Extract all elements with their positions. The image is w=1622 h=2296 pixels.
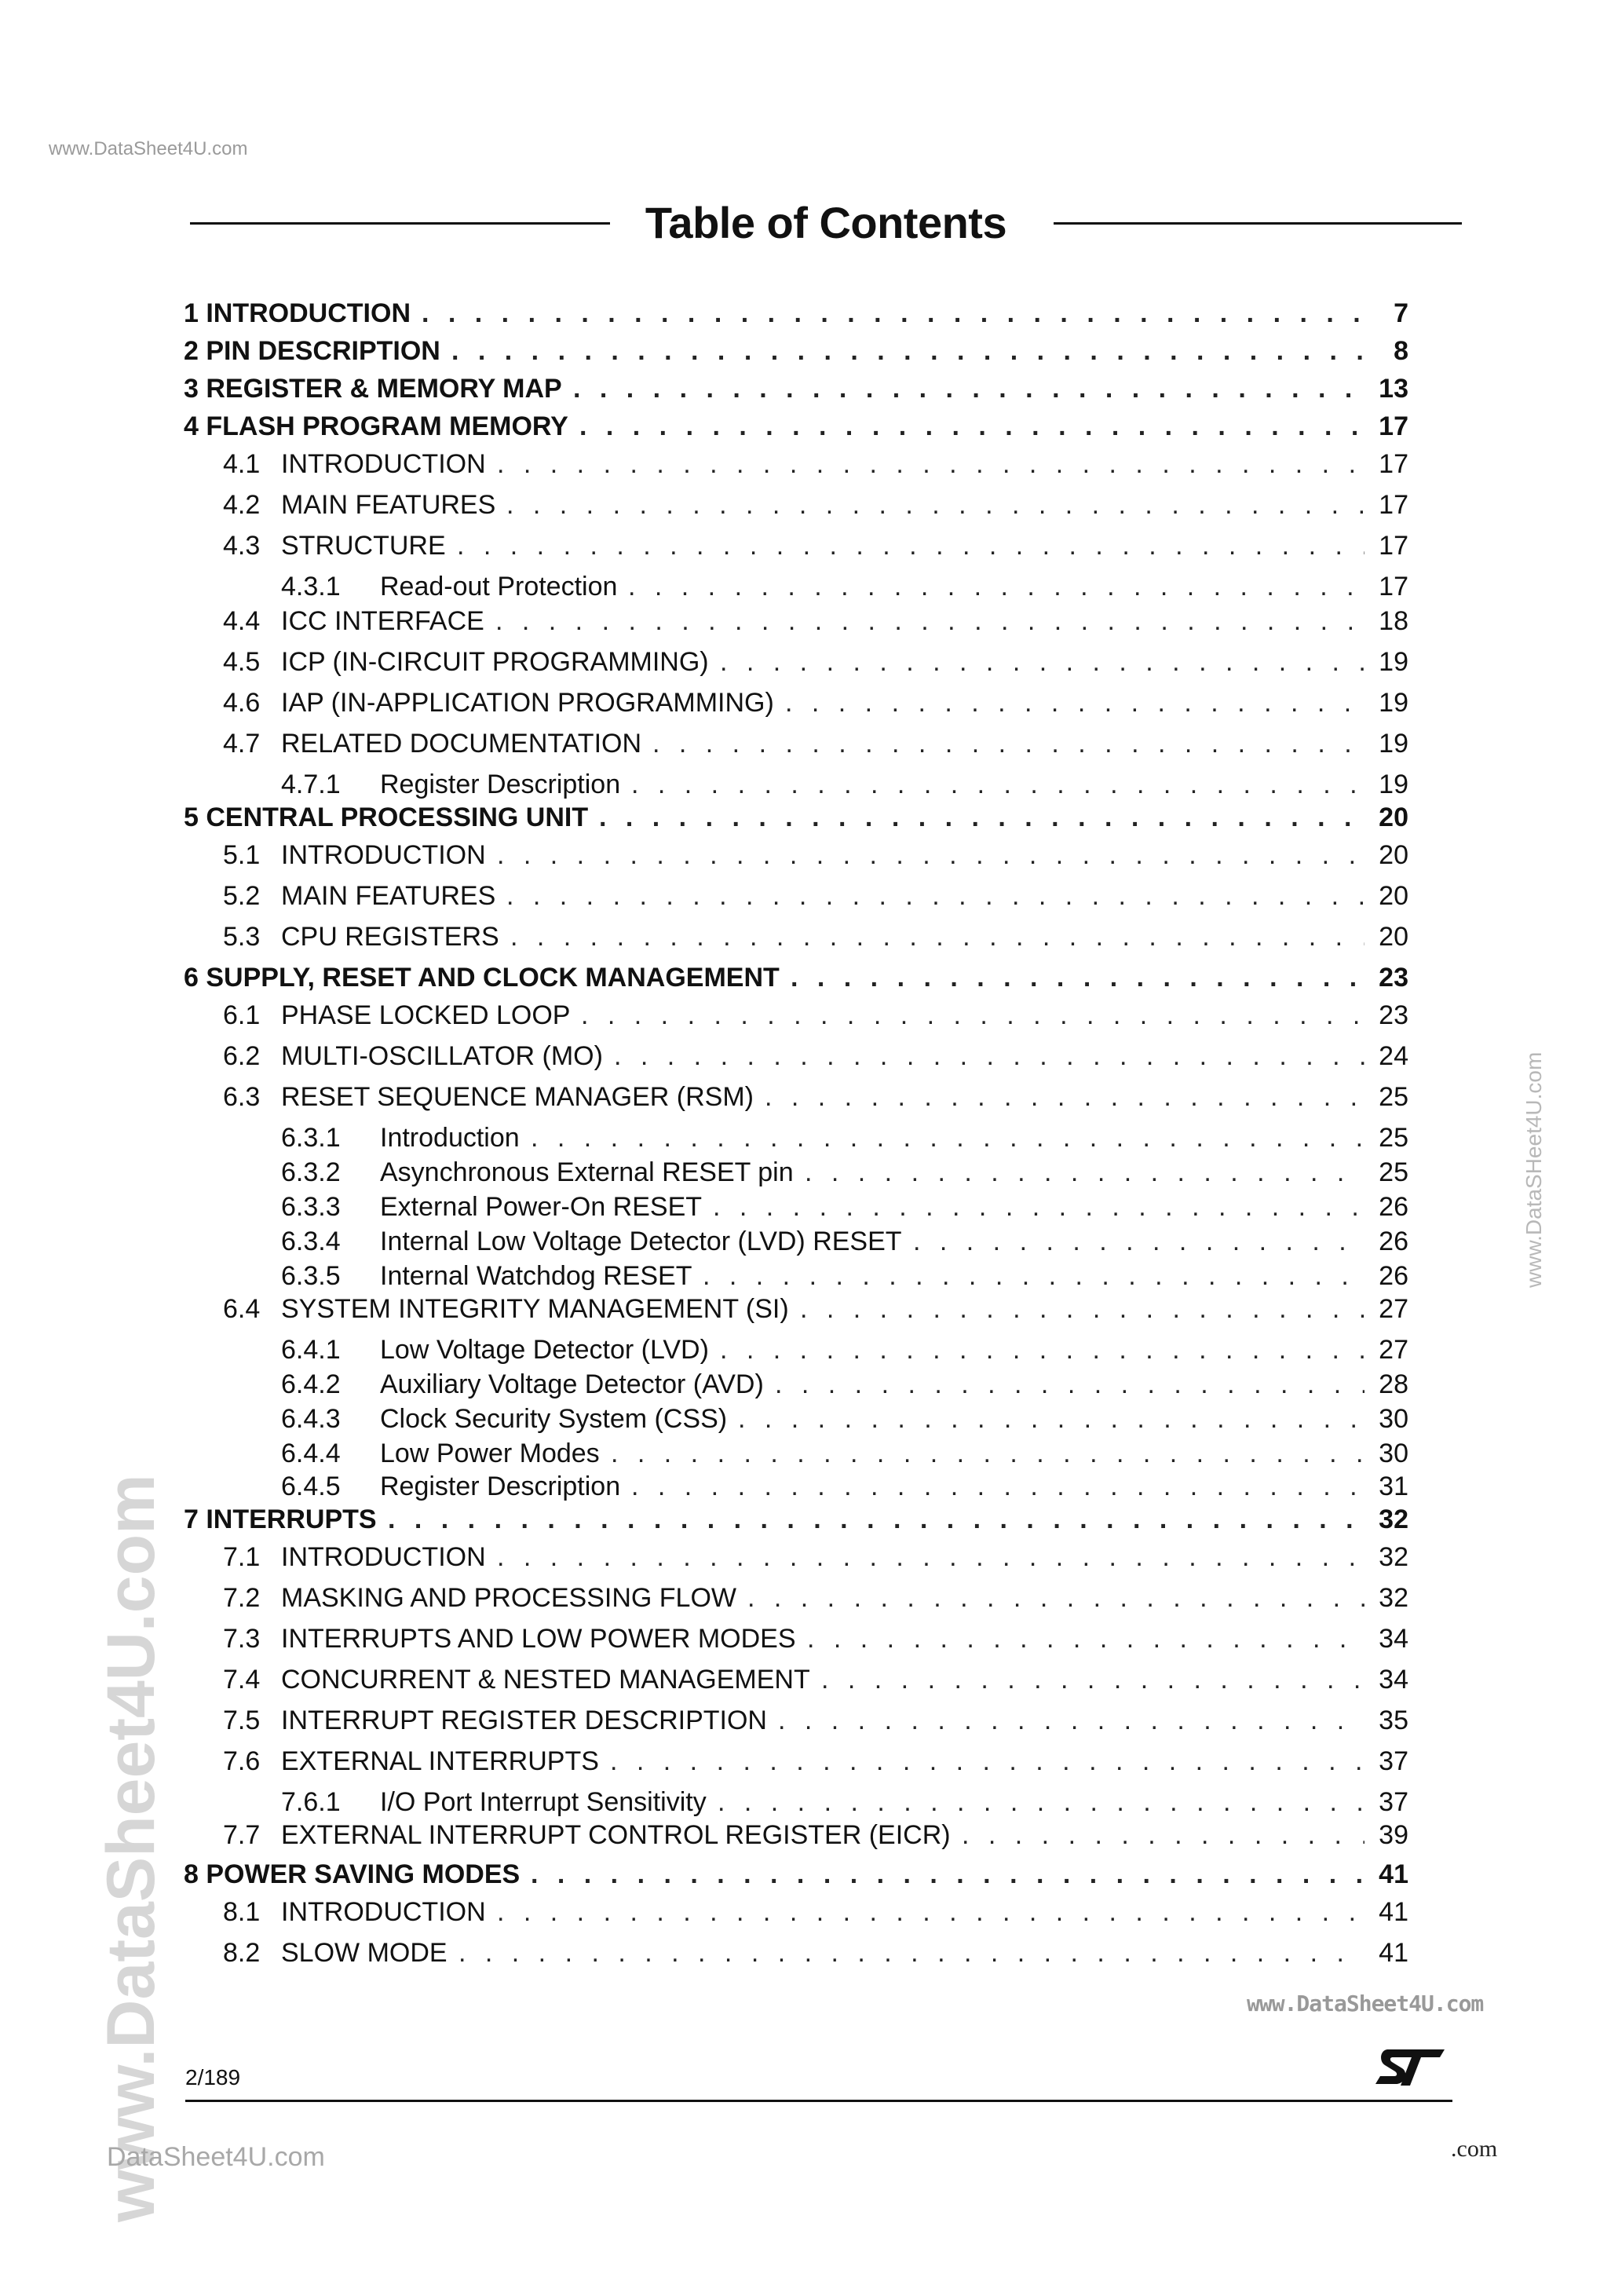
toc-entry[interactable] [184,729,1408,763]
toc-leader-dots [614,1041,1364,1072]
toc-leader-dots [422,298,1379,329]
toc-leader-dots [775,1369,1364,1400]
toc-entry-page: 17 [1379,490,1408,520]
toc-entry-page: 20 [1379,803,1408,832]
toc-leader-dots [821,1665,1364,1695]
toc-entry[interactable] [184,1542,1408,1577]
toc-entry-number: 6.4.4 [281,1439,341,1468]
toc-entry-number: 5.2 [223,881,261,911]
toc-entry-title: MULTI-OSCILLATOR (MO) [281,1041,603,1071]
toc-leader-dots [497,840,1364,871]
toc-entry-title: ICC INTERFACE [281,606,484,636]
toc-entry[interactable] [184,647,1408,682]
toc-entry-page: 34 [1379,1624,1408,1654]
toc-entry-page: 19 [1379,729,1408,759]
toc-entry-page: 32 [1379,1504,1408,1534]
toc-leader-dots [495,606,1364,637]
toc-leader-dots [631,1472,1364,1502]
toc-entry-title: MASKING AND PROCESSING FLOW [281,1583,736,1613]
toc-entry-number: 6.4.1 [281,1335,341,1365]
toc-leader-dots [628,572,1364,602]
toc-entry-title: Asynchronous External RESET pin [380,1157,794,1187]
toc-leader-dots [962,1820,1364,1851]
toc-entry-number: 4.5 [223,647,261,677]
toc-entry-page: 23 [1379,1000,1408,1030]
watermark-left: www.DataSheet4U.com [93,1474,169,2222]
toc-entry-page: 34 [1379,1665,1408,1695]
toc-entry[interactable] [184,1192,1408,1227]
toc-entry[interactable] [184,1439,1408,1473]
toc-leader-dots [791,963,1364,993]
toc-leader-dots [785,688,1364,718]
toc-entry-page: 27 [1379,1294,1408,1324]
toc-entry[interactable] [184,1938,1408,1972]
toc-leader-dots [497,1542,1364,1573]
toc-entry-title: INTERRUPT REGISTER DESCRIPTION [281,1706,767,1735]
toc-leader-dots [720,647,1364,678]
toc-entry-number: 6.3.3 [281,1192,341,1222]
toc-entry-title: Register Description [380,1472,621,1501]
toc-entry-number: 6.4.5 [281,1472,341,1501]
watermark-bottom: DataSheet4U.com [107,2142,325,2172]
toc-leader-dots [458,1938,1364,1969]
toc-entry-page: 39 [1379,1820,1408,1850]
toc-leader-dots [497,1897,1364,1928]
toc-entry[interactable] [184,336,1408,371]
toc-leader-dots [778,1706,1364,1736]
toc-entry-page: 7 [1394,298,1408,328]
toc-entry-title: MAIN FEATURES [281,881,496,911]
toc-entry-number: 6.3.2 [281,1157,341,1187]
toc-entry-title: 3 REGISTER & MEMORY MAP [184,374,562,404]
toc-entry-number: 4.7 [223,729,261,759]
toc-entry-number: 4.6 [223,688,261,718]
toc-entry-number: 4.1 [223,449,261,479]
toc-entry-number: 6.3.1 [281,1123,341,1153]
toc-entry[interactable] [184,881,1408,916]
toc-entry-title: INTRODUCTION [281,840,486,870]
toc-entry[interactable] [184,963,1408,997]
toc-entry-number: 4.3.1 [281,572,341,601]
toc-entry-number: 7.4 [223,1665,261,1695]
toc-entry[interactable] [184,1000,1408,1035]
toc-leader-dots [805,1157,1364,1188]
toc-entry[interactable] [184,1261,1408,1296]
toc-entry-page: 25 [1379,1123,1408,1153]
toc-entry-page: 28 [1379,1369,1408,1399]
toc-entry-page: 13 [1379,374,1408,404]
toc-entry[interactable] [184,1583,1408,1618]
toc-entry-title: RELATED DOCUMENTATION [281,729,642,759]
toc-entry[interactable] [184,449,1408,484]
toc-entry[interactable] [184,1294,1408,1329]
toc-entry-page: 20 [1379,881,1408,911]
toc-entry[interactable] [184,1665,1408,1699]
toc-entry[interactable] [184,840,1408,875]
toc-entry-number: 5.1 [223,840,261,870]
toc-leader-dots [913,1227,1364,1257]
toc-entry-page: 41 [1379,1938,1408,1968]
toc-leader-dots [800,1294,1364,1325]
toc-leader-dots [765,1082,1364,1113]
toc-entry-page: 37 [1379,1746,1408,1776]
toc-entry-number: 6.3 [223,1082,261,1112]
toc-entry-page: 19 [1379,688,1408,718]
toc-entry[interactable] [184,1746,1408,1781]
toc-entry-number: 7.5 [223,1706,261,1735]
toc-entry-page: 30 [1379,1439,1408,1468]
toc-leader-dots [703,1261,1364,1292]
toc-leader-dots [506,490,1364,521]
toc-entry-title: SYSTEM INTEGRITY MANAGEMENT (SI) [281,1294,789,1324]
toc-entry-page: 17 [1379,531,1408,561]
toc-entry-number: 7.6 [223,1746,261,1776]
toc-entry[interactable] [184,411,1408,446]
toc-entry-page: 23 [1379,963,1408,993]
toc-entry-title: INTRODUCTION [281,1897,486,1927]
toc-entry-title: 7 INTERRUPTS [184,1504,377,1534]
toc-leader-dots [506,881,1364,912]
toc-entry-number: 8.1 [223,1897,261,1927]
toc-leader-dots [610,1746,1364,1777]
toc-entry-number: 7.3 [223,1624,261,1654]
toc-leader-dots [713,1192,1364,1223]
toc-entry[interactable] [184,1706,1408,1740]
watermark-com: .com [1451,2136,1498,2162]
toc-leader-dots [388,1504,1364,1535]
toc-entry-page: 26 [1379,1261,1408,1291]
toc-entry-number: 4.2 [223,490,261,520]
toc-entry[interactable] [184,1082,1408,1117]
toc-leader-dots [531,1123,1364,1153]
toc-entry-title: ICP (IN-CIRCUIT PROGRAMMING) [281,647,709,677]
toc-entry[interactable] [184,1859,1408,1894]
page-number: 2/189 [185,2065,241,2089]
toc-leader-dots [581,1000,1364,1031]
toc-entry[interactable] [184,1335,1408,1369]
watermark-right: www.DataSHeet4U.com [1522,1051,1546,1288]
toc-leader-dots [599,803,1364,833]
toc-entry[interactable] [184,1123,1408,1157]
toc-leader-dots [652,729,1364,759]
toc-entry-title: 8 POWER SAVING MODES [184,1859,521,1889]
toc-entry-title: CONCURRENT & NESTED MANAGEMENT [281,1665,810,1695]
toc-leader-dots [807,1624,1364,1654]
toc-entry[interactable] [184,803,1408,837]
toc-entry[interactable] [184,298,1408,333]
toc-entry-number: 6.2 [223,1041,261,1071]
toc-entry-title: Internal Low Voltage Detector (LVD) RESET [380,1227,902,1256]
toc-entry-page: 19 [1379,647,1408,677]
toc-entry[interactable] [184,688,1408,722]
toc-leader-dots [531,1859,1364,1890]
toc-leader-dots [457,531,1364,561]
toc-entry-title: Low Voltage Detector (LVD) [380,1335,709,1365]
toc-entry-number: 4.4 [223,606,261,636]
toc-entry-number: 6.4.3 [281,1404,341,1434]
toc-entry-page: 24 [1379,1041,1408,1071]
toc-entry-page: 25 [1379,1082,1408,1112]
toc-leader-dots [573,374,1364,404]
toc-entry-page: 26 [1379,1227,1408,1256]
title-block [190,192,1462,255]
toc-entry[interactable] [184,1157,1408,1192]
footer-rule [185,2100,1452,2102]
toc-entry-number: 7.2 [223,1583,261,1613]
toc-entry-title: STRUCTURE [281,531,446,561]
toc-entry-title: Read-out Protection [380,572,618,601]
toc-entry-title: EXTERNAL INTERRUPT CONTROL REGISTER (EICR) [281,1820,951,1850]
toc-entry[interactable] [184,1787,1408,1822]
toc-entry-number: 4.3 [223,531,261,561]
toc-entry-page: 19 [1379,770,1408,799]
toc-entry-title: 2 PIN DESCRIPTION [184,336,440,366]
toc-entry-page: 32 [1379,1583,1408,1613]
toc-entry-page: 37 [1379,1787,1408,1817]
toc-entry[interactable] [184,1820,1408,1855]
title-rule-right [1054,222,1462,225]
toc-entry-page: 25 [1379,1157,1408,1187]
toc-leader-dots [720,1335,1364,1366]
toc-entry-page: 41 [1379,1859,1408,1889]
toc-entry[interactable] [184,606,1408,641]
toc-entry-number: 4.7.1 [281,770,341,799]
toc-entry[interactable] [184,531,1408,565]
toc-entry-number: 7.1 [223,1542,261,1572]
toc-entry-page: 17 [1379,411,1408,441]
toc-entry-page: 8 [1394,336,1408,366]
toc-entry[interactable] [184,572,1408,606]
toc-entry-page: 20 [1379,922,1408,952]
toc-leader-dots [718,1787,1364,1818]
toc-entry-page: 20 [1379,840,1408,870]
toc-entry-title: PHASE LOCKED LOOP [281,1000,571,1030]
toc-leader-dots [510,922,1364,952]
toc-entry[interactable] [184,1504,1408,1539]
toc-entry-number: 8.2 [223,1938,261,1968]
toc-entry-page: 32 [1379,1542,1408,1572]
toc-entry-title: 1 INTRODUCTION [184,298,411,328]
toc-entry-title: INTRODUCTION [281,449,486,479]
toc-entry-title: SLOW MODE [281,1938,448,1968]
toc-entry-page: 41 [1379,1897,1408,1927]
toc-entry[interactable] [184,374,1408,408]
toc-entry-number: 6.3.5 [281,1261,341,1291]
toc-entry-page: 35 [1379,1706,1408,1735]
toc-entry[interactable] [184,1624,1408,1658]
toc-entry-page: 31 [1379,1472,1408,1501]
toc-entry-title: Internal Watchdog RESET [380,1261,692,1291]
toc-entry-page: 26 [1379,1192,1408,1222]
toc-leader-dots [631,770,1364,800]
toc-entry-page: 30 [1379,1404,1408,1434]
watermark-mid: www.DataSheet4U.com [1247,1991,1484,2016]
toc-entry-number: 6.1 [223,1000,261,1030]
toc-leader-dots [747,1583,1364,1614]
toc-entry-title: Introduction [380,1123,520,1153]
toc-entry-title: CPU REGISTERS [281,922,499,952]
toc-entry-number: 6.4 [223,1294,261,1324]
toc-entry[interactable] [184,1369,1408,1404]
toc-entry-title: Auxiliary Voltage Detector (AVD) [380,1369,764,1399]
toc-entry-title: INTRODUCTION [281,1542,486,1572]
toc-entry-number: 7.6.1 [281,1787,341,1817]
toc-entry-title: 5 CENTRAL PROCESSING UNIT [184,803,589,832]
toc-entry[interactable] [184,1897,1408,1932]
toc-entry-page: 18 [1379,606,1408,636]
page-title: Table of Contents [645,198,1007,247]
toc-entry-title: RESET SEQUENCE MANAGER (RSM) [281,1082,754,1112]
toc-entry-number: 6.4.2 [281,1369,341,1399]
toc-leader-dots [738,1404,1364,1435]
watermark-top: www.DataSheet4U.com [49,138,248,159]
toc-entry-title: 4 FLASH PROGRAM MEMORY [184,411,568,441]
toc-leader-dots [611,1439,1364,1469]
st-logo-icon [1372,2045,1448,2089]
toc-entry-title: INTERRUPTS AND LOW POWER MODES [281,1624,796,1654]
toc-entry-title: EXTERNAL INTERRUPTS [281,1746,599,1776]
toc-entry-page: 17 [1379,572,1408,601]
toc-entry-title: Register Description [380,770,621,799]
toc-entry-title: Low Power Modes [380,1439,600,1468]
toc-entry-title: 6 SUPPLY, RESET AND CLOCK MANAGEMENT [184,963,780,993]
toc-entry[interactable] [184,490,1408,525]
toc-leader-dots [579,411,1364,442]
toc-entry[interactable] [184,1472,1408,1506]
toc-entry-title: External Power-On RESET [380,1192,703,1222]
toc-entry-number: 6.3.4 [281,1227,341,1256]
toc-entry[interactable] [184,1404,1408,1439]
toc-entry-title: IAP (IN-APPLICATION PROGRAMMING) [281,688,774,718]
toc-entry-title: MAIN FEATURES [281,490,496,520]
toc-entry[interactable] [184,1041,1408,1076]
toc-entry[interactable] [184,1227,1408,1261]
toc-entry[interactable] [184,922,1408,956]
toc-entry-number: 7.7 [223,1820,261,1850]
toc-leader-dots [497,449,1364,480]
toc-entry-page: 17 [1379,449,1408,479]
toc-entry-title: I/O Port Interrupt Sensitivity [380,1787,707,1817]
toc-entry-number: 5.3 [223,922,261,952]
toc-entry-page: 27 [1379,1335,1408,1365]
toc-leader-dots [451,336,1379,367]
toc-entry-title: Clock Security System (CSS) [380,1404,728,1434]
toc-entry[interactable] [184,770,1408,804]
